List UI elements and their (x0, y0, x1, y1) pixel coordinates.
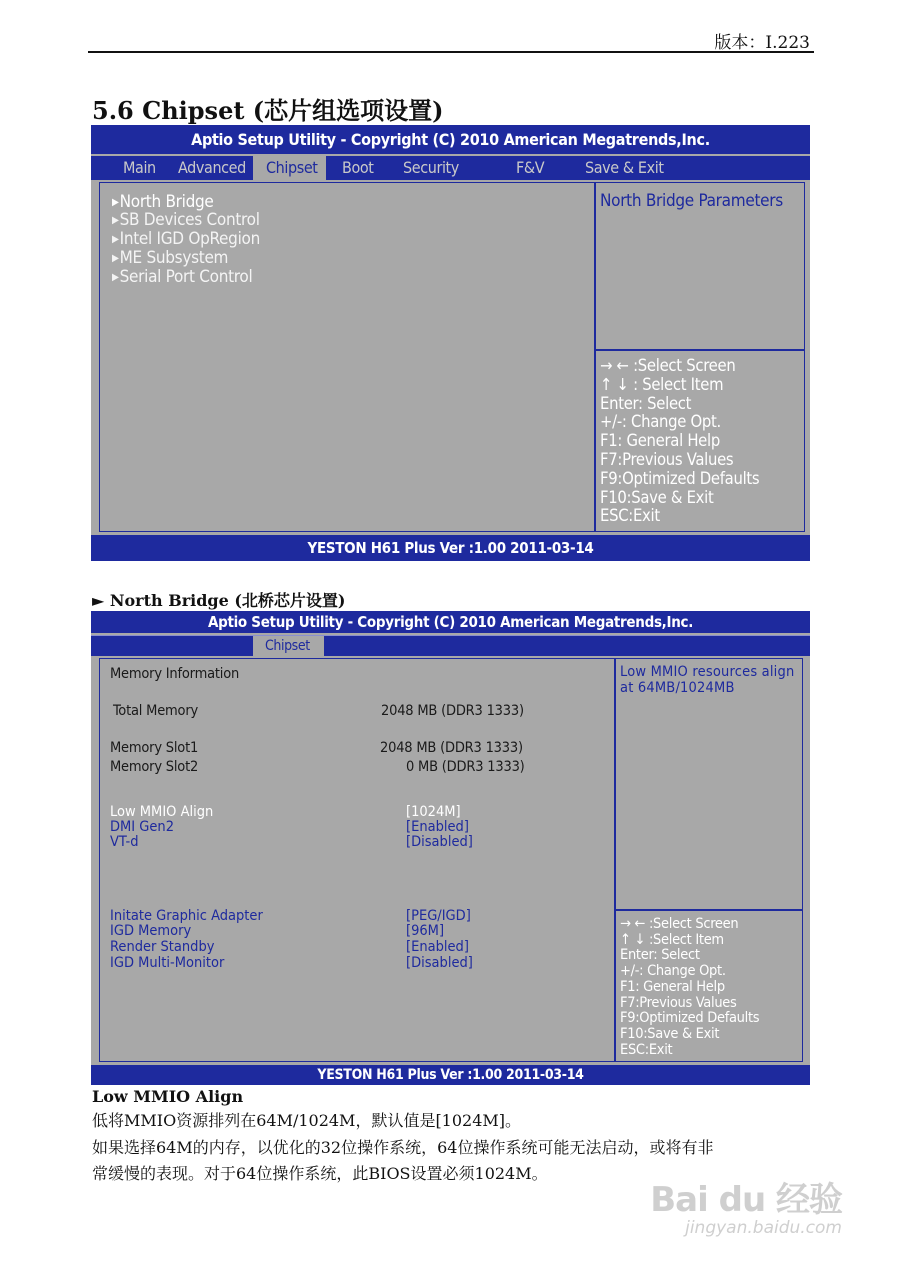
bios-settings-pane (99, 658, 615, 1062)
key-change-opt: +/-: Change Opt. (620, 963, 726, 980)
bios-keys-pane (615, 910, 803, 1062)
dmi-gen2-label[interactable]: DMI Gen2 (110, 819, 174, 835)
arrow-right-icon: ▶ (112, 253, 119, 264)
key-select-screen: → ← :Select Screen (600, 356, 736, 375)
subsection-title: ► North Bridge (北桥芯片设置) (92, 591, 346, 610)
bios-footer: YESTON H61 Plus Ver :1.00 2011-03-14 (91, 1065, 810, 1085)
total-memory-label: Total Memory (113, 703, 199, 719)
menu-advanced[interactable]: Advanced (178, 158, 246, 177)
key-f1: F1: General Help (620, 978, 725, 995)
low-mmio-align-label[interactable]: Low MMIO Align (110, 804, 214, 820)
key-enter: Enter: Select (600, 393, 692, 413)
key-enter: Enter: Select (620, 947, 700, 964)
key-change-opt: +/-: Change Opt. (600, 412, 721, 432)
key-esc: ESC:Exit (620, 1041, 673, 1058)
bios-items-pane (99, 182, 595, 532)
key-f1: F1: General Help (600, 431, 720, 451)
item-sb-devices-control[interactable]: ▶SB Devices Control (112, 210, 260, 230)
bios-chipset-screen (91, 125, 810, 561)
bios-menu-bar (91, 156, 810, 180)
arrow-right-icon: ▶ (112, 215, 119, 226)
key-f10: F10:Save & Exit (620, 1025, 720, 1042)
memory-slot2-label: Memory Slot2 (110, 759, 199, 775)
bios-north-bridge-screen (91, 611, 810, 1085)
memory-slot1-label: Memory Slot1 (110, 740, 199, 756)
igd-memory-label[interactable]: IGD Memory (110, 923, 192, 939)
key-f10: F10:Save & Exit (600, 487, 714, 507)
item-intel-igd-opregion[interactable]: ▶Intel IGD OpRegion (112, 229, 260, 249)
low-mmio-align-value[interactable]: [1024M] (406, 804, 461, 820)
key-f7: F7:Previous Values (620, 994, 737, 1011)
arrow-right-icon: ▶ (112, 197, 119, 208)
initate-graphic-adapter-label[interactable]: Initate Graphic Adapter (110, 908, 263, 924)
menu-security[interactable]: Security (403, 158, 459, 177)
total-memory-value: 2048 MB (DDR3 1333) (381, 703, 524, 719)
render-standby-value[interactable]: [Enabled] (406, 939, 469, 955)
baidu-watermark-url: jingyan.baidu.com (685, 1218, 842, 1238)
dmi-gen2-value[interactable]: [Enabled] (406, 819, 469, 835)
bios-help-pane (595, 182, 805, 350)
menu-fv[interactable]: F&V (516, 158, 545, 177)
menu-chipset[interactable]: Chipset (253, 636, 324, 656)
page-version: 版本：I.223 (714, 33, 810, 53)
baidu-watermark-logo: Bai du 经验 (650, 1180, 842, 1220)
bios-footer: YESTON H61 Plus Ver :1.00 2011-03-14 (91, 535, 810, 561)
arrow-right-icon: ▶ (112, 234, 119, 245)
memory-slot2-value: 0 MB (DDR3 1333) (406, 759, 525, 775)
key-select-screen: → ← :Select Screen (620, 916, 739, 932)
key-select-item: ↑ ↓ :Select Item (620, 931, 724, 948)
help-text: North Bridge Parameters (600, 191, 783, 211)
key-f9: F9:Optimized Defaults (620, 1010, 760, 1027)
description-line-1: 低将MMIO资源排列在64M/1024M，默认值是[1024M]。 (92, 1111, 522, 1130)
render-standby-label[interactable]: Render Standby (110, 939, 215, 955)
menu-chipset[interactable]: Chipset (253, 156, 326, 180)
igd-multi-monitor-value[interactable]: [Disabled] (406, 955, 473, 971)
vt-d-value[interactable]: [Disabled] (406, 834, 473, 850)
memory-slot1-value: 2048 MB (DDR3 1333) (380, 740, 523, 756)
igd-multi-monitor-label[interactable]: IGD Multi-Monitor (110, 955, 225, 971)
memory-information-label: Memory Information (110, 666, 240, 682)
bios-keys-pane (595, 350, 805, 532)
bios-menu-bar (91, 635, 810, 656)
initate-graphic-adapter-value[interactable]: [PEG/IGD] (406, 908, 471, 924)
item-serial-port-control[interactable]: ▶Serial Port Control (112, 267, 253, 287)
vt-d-label[interactable]: VT-d (110, 834, 139, 850)
arrow-right-icon: ▶ (112, 272, 119, 283)
description-line-2: 如果选择64M的内存，以优化的32位操作系统，64位操作系统可能无法启动，或将有非 (92, 1138, 714, 1157)
bios-title: Aptio Setup Utility - Copyright (C) 2010 American Megatrends,Inc. (91, 611, 810, 633)
header-rule (88, 51, 814, 53)
help-text: Low MMIO resources align at 64MB/1024MB (620, 664, 795, 696)
key-f7: F7:Previous Values (600, 449, 734, 469)
igd-memory-value[interactable]: [96M] (406, 923, 445, 939)
menu-main[interactable]: Main (123, 158, 156, 177)
item-north-bridge[interactable]: ▶North Bridge (112, 192, 214, 212)
item-me-subsystem[interactable]: ▶ME Subsystem (112, 248, 229, 268)
section-title: 5.6 Chipset (芯片组选项设置) (92, 96, 444, 125)
bios-title: Aptio Setup Utility - Copyright (C) 2010 American Megatrends,Inc. (91, 125, 810, 154)
menu-boot[interactable]: Boot (342, 158, 374, 177)
bios-help-pane (615, 658, 803, 910)
menu-save-exit[interactable]: Save & Exit (585, 158, 664, 177)
description-title: Low MMIO Align (92, 1087, 244, 1106)
key-select-item: ↑ ↓ : Select Item (600, 374, 724, 394)
description-line-3: 常缓慢的表现。对于64位操作系统，此BIOS设置必须1024M。 (92, 1164, 548, 1183)
key-esc: ESC:Exit (600, 506, 660, 526)
key-f9: F9:Optimized Defaults (600, 468, 760, 488)
